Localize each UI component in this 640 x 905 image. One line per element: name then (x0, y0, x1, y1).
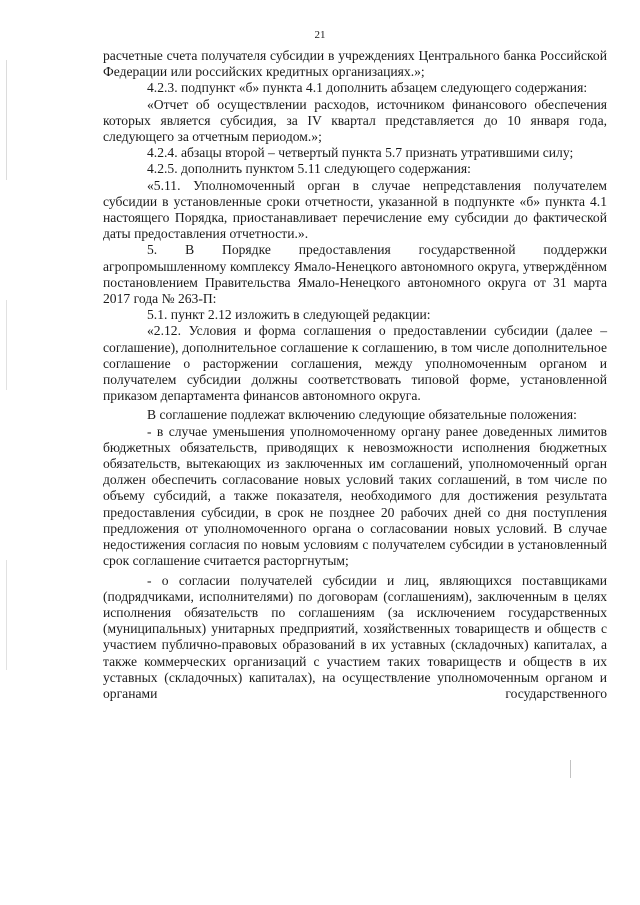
paragraph: 4.2.3. подпункт «б» пункта 4.1 дополнить абзацем следующего содержания: (147, 80, 588, 96)
paragraph: 4.2.4. абзацы второй – четвертый пункта 5.7 признать утратившими силу; (147, 145, 574, 161)
paragraph: - о согласии получателей субсидии и лиц, являющихся поставщиками (подрядчиками, исполнителями) по договорам (соглашениям), заключенным в целях исполнения обязательств по соглашениям (за исключением государственных (муниципальных) унитарных предприятий, хозяйственных товариществ и обществ с участием публично-правовых образований в их уставных (складочных) капиталах, а также коммерческих организаций с участием таких товариществ и обществ в их уставных (складочных) капиталах), на осуществление уполномоченным органом и органами государственного (103, 572, 607, 701)
document-body (103, 48, 607, 702)
scan-margin-mark (6, 60, 7, 180)
paragraph: - в случае уменьшения уполномоченному органу ранее доведенных лимитов бюджетных обязательств, приводящих к невозможности исполнения бюджетных обязательств, вытекающих из заключенных им соглашений, уполномоченный орган должен обеспечить согласование новых условий таких соглашений, в том числе по объему субсидий, а также показателя, необходимого для достижения результата предоставления субсидии, в срок не позднее 20 рабочих дней со дня поступления предложения от уполномоченного органа о согласовании новых условий. В случае недостижения согласия по новым условиям с получателем субсидии в установленный срок соглашение считается расторгнутым; (103, 423, 607, 569)
paragraph: «5.11. Уполномоченный орган в случае непредставления получателем субсидии в установленные сроки отчетности, указанной в подпункте «б» пункта 4.1 настоящего Порядка, приостанавливает перечисление ему субсидии до фактической даты предоставления отчетности.». (103, 177, 607, 242)
page-number: 21 (314, 29, 326, 41)
scan-margin-mark (6, 560, 7, 670)
paragraph: расчетные счета получателя субсидии в учреждениях Центрального банка Российской Федерации или российских кредитных организациях.»; (103, 48, 607, 80)
scan-margin-mark (6, 300, 7, 390)
paragraph: «Отчет об осуществлении расходов, источником финансового обеспечения которых является субсидия, за IV квартал представляется до 10 января года, следующего за отчетным периодом.»; (103, 96, 607, 145)
paragraph: 5. В Порядке предоставления государственной поддержки агропромышленному комплексу Ямало-Ненецкого автономного округа, утверждённом постановлением Правительства Ямало-Ненецкого автономного округа от 31 марта 2017 года № 263-П: (103, 242, 607, 307)
scan-margin-mark (570, 760, 571, 778)
paragraph: 4.2.5. дополнить пунктом 5.11 следующего содержания: (147, 161, 471, 177)
paragraph: «2.12. Условия и форма соглашения о предоставлении субсидии (далее – соглашение), дополнительное соглашение к соглашению, в том числе дополнительное соглашение о расторжении соглашения, между уполномоченным органом и получателем субсидии должны соответствовать типовой форме, установленной приказом департамента финансов автономного округа. (103, 323, 607, 404)
paragraph: 5.1. пункт 2.12 изложить в следующей редакции: (147, 307, 431, 323)
paragraph: В соглашение подлежат включению следующие обязательные положения: (147, 407, 577, 423)
